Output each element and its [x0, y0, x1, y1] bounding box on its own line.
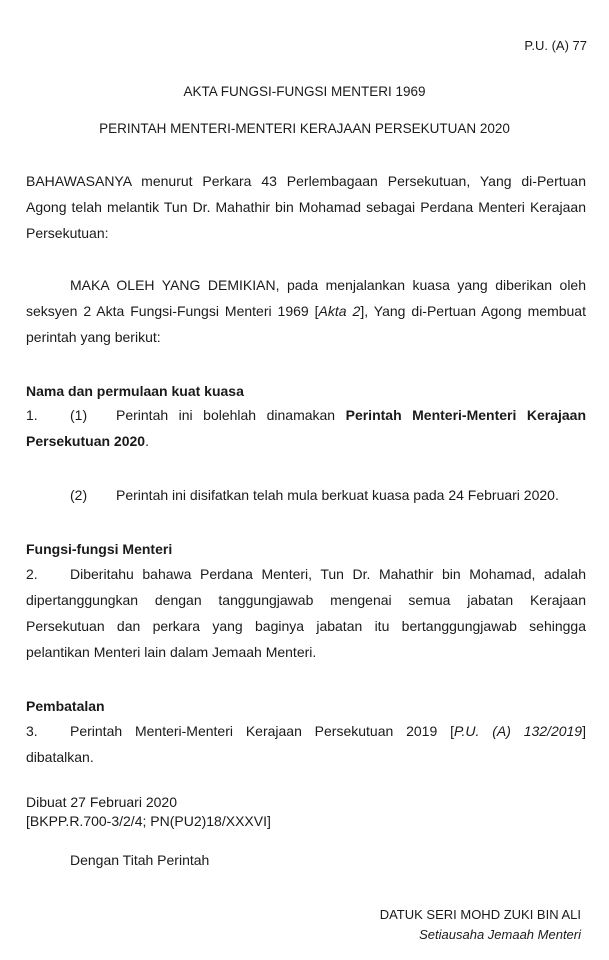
order-name: Perintah Menteri-Menteri Kerajaan Persekutuan 2020 [26, 407, 587, 449]
section-1-heading: Nama dan permulaan kuat kuasa [26, 383, 244, 399]
subsection-2-text: Perintah ini disifatkan telah mula berkuat kuasa pada 24 Februari 2020. [116, 487, 559, 503]
section-2-number: 2. [26, 566, 38, 582]
preamble-paragraph-2 [26, 272, 586, 350]
revoked-order-reference: P.U. (A) 132/2019 [453, 723, 583, 739]
preamble-paragraph-1: BAHAWASANYA menurut Perkara 43 Perlembagaan Persekutuan, Yang di-Pertuan Agong telah melantik Tun Dr. Mahathir bin Mohamad sebagai Perdana Menteri Kerajaan Persekutuan: [26, 173, 586, 241]
preamble-text-a: MAKA OLEH YANG DEMIKIAN, pada menjalankan kuasa yang diberikan oleh seksyen 2 Akta Fungsi-Fungsi Menteri 1969 [ [26, 277, 586, 319]
order-title: PERINTAH MENTERI-MENTERI KERAJAAN PERSEKUTUAN 2020 [99, 121, 510, 136]
section-3-heading: Pembatalan [26, 698, 105, 714]
preamble-text-b: ], Yang di-Pertuan Agong membuat perintah yang berikut: [26, 303, 586, 345]
made-date: Dibuat 27 Februari 2020 [26, 794, 177, 810]
section-3-body [26, 718, 586, 770]
section-2-body [26, 561, 586, 665]
section-3-number: 3. [26, 723, 38, 739]
section-2-heading: Fungsi-fungsi Menteri [26, 541, 173, 557]
section-3-text-b: ] dibatalkan. [26, 723, 586, 765]
subsection-2-number: (2) [70, 487, 88, 503]
titah-line: Dengan Titah Perintah [70, 852, 210, 868]
subsection-1-number: (1) [70, 407, 88, 423]
file-reference: [BKPP.R.700-3/2/4; PN(PU2)18/XXXVI] [26, 813, 271, 829]
act-title: AKTA FUNGSI-FUNGSI MENTERI 1969 [183, 84, 426, 99]
gazette-reference: P.U. (A) 77 [524, 38, 587, 53]
section-3-text-a: Perintah Menteri-Menteri Kerajaan Persekutuan 2019 [ [70, 723, 454, 739]
section-1-sub-1 [26, 402, 586, 454]
signatory-position: Setiausaha Jemaah Menteri [419, 927, 581, 942]
section-1-number: 1. [26, 407, 38, 423]
act-reference: Akta 2 [318, 303, 361, 319]
date-block [26, 793, 271, 831]
subsection-1-end: . [145, 433, 149, 449]
section-1-sub-2 [26, 482, 586, 508]
signatory-name: DATUK SERI MOHD ZUKI BIN ALI [379, 907, 581, 922]
subsection-1-text: Perintah ini bolehlah dinamakan [116, 407, 346, 423]
signature-block [380, 905, 581, 945]
section-2-text: Diberitahu bahawa Perdana Menteri, Tun Dr. Mahathir bin Mohamad, adalah dipertanggungkan dengan tanggungjawab mengenai semua jabatan Kerajaan Persekutuan dan perkara yang baginya jabatan itu bertanggungjawab sehingga pelantikan Menteri lain dalam Jemaah Menteri. [26, 566, 586, 660]
